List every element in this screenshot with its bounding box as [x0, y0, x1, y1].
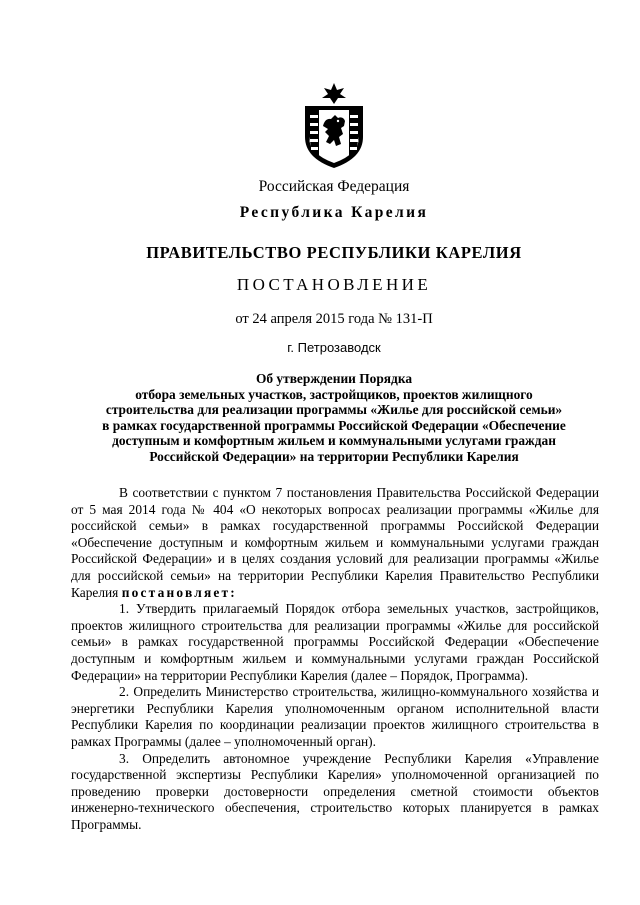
title-line: в рамках государственной программы Российской Федерации «Обеспечение: [102, 417, 566, 433]
document-date-number: от 24 апреля 2015 года № 131-П: [235, 311, 433, 327]
item-paragraph: 2. Определить Министерство строительства, жилищно-коммунального хозяйства и энергетики Республики Карелия уполномоченным органом исполнительной власти Республики Карелия по координации реализации проектов жилищного строительства в рамках Программы (далее – уполномоченный орган).: [71, 684, 599, 749]
resolves-word: постановляет:: [121, 584, 237, 600]
item-paragraph: 1. Утвердить прилагаемый Порядок отбора земельных участков, застройщиков, проектов жилищного строительства для реализации программы «Жилье для российской семьи» в рамках государственной программы Российской Федерации «Обеспечение доступным и комфортным жильем и коммунальными услугами граждан Российской Федерации» на территории Республики Карелия (далее – Порядок, Программа).: [71, 601, 599, 683]
title-line: отбора земельных участков, застройщиков, проектов жилищного: [135, 386, 533, 402]
document-title: [60, 371, 608, 465]
government-name: ПРАВИТЕЛЬСТВО РЕСПУБЛИКИ КАРЕЛИЯ: [146, 243, 522, 262]
preamble-paragraph: [71, 485, 599, 601]
republic-name: Республика Карелия: [239, 204, 429, 221]
document-city: г. Петрозаводск: [287, 340, 381, 355]
preamble-text: В соответствии с пунктом 7 постановления Правительства Российской Федерации от 5 мая 2014 года № 404 «О некоторых вопросах реализации программы «Жилье для российской семьи» в рамках государственной программы Российской Федерации «Обеспечение доступным и комфортным жильем и коммунальными услугами граждан Российской Федерации» и в целях создания условий для реализации программы «Жилье для российской семьи» на территории Республики Карелия Правительство Республики Карелия: [71, 485, 599, 600]
document-type: ПОСТАНОВЛЕНИЕ: [236, 275, 432, 294]
karelia-coat-of-arms-icon: [295, 82, 373, 170]
title-line: Российской Федерации» на территории Республики Карелия: [149, 448, 519, 464]
title-line: Об утверждении Порядка: [255, 371, 413, 386]
title-line: доступным и комфортным жильем и коммунальными услугами граждан: [112, 433, 556, 449]
item-paragraph: 3. Определить автономное учреждение Республики Карелия «Управление государственной экспертизы Республики Карелия» уполномоченной организацией по проведению проверки достоверности определения сметной стоимости объектов инженерно-технического обеспечения, строительство которых планируется в рамках Программы.: [71, 750, 599, 832]
country-name: Российская Федерация: [258, 178, 410, 195]
title-line: строительства для реализации программы «Жилье для российской семьи»: [105, 402, 563, 418]
document-body: [71, 485, 599, 833]
